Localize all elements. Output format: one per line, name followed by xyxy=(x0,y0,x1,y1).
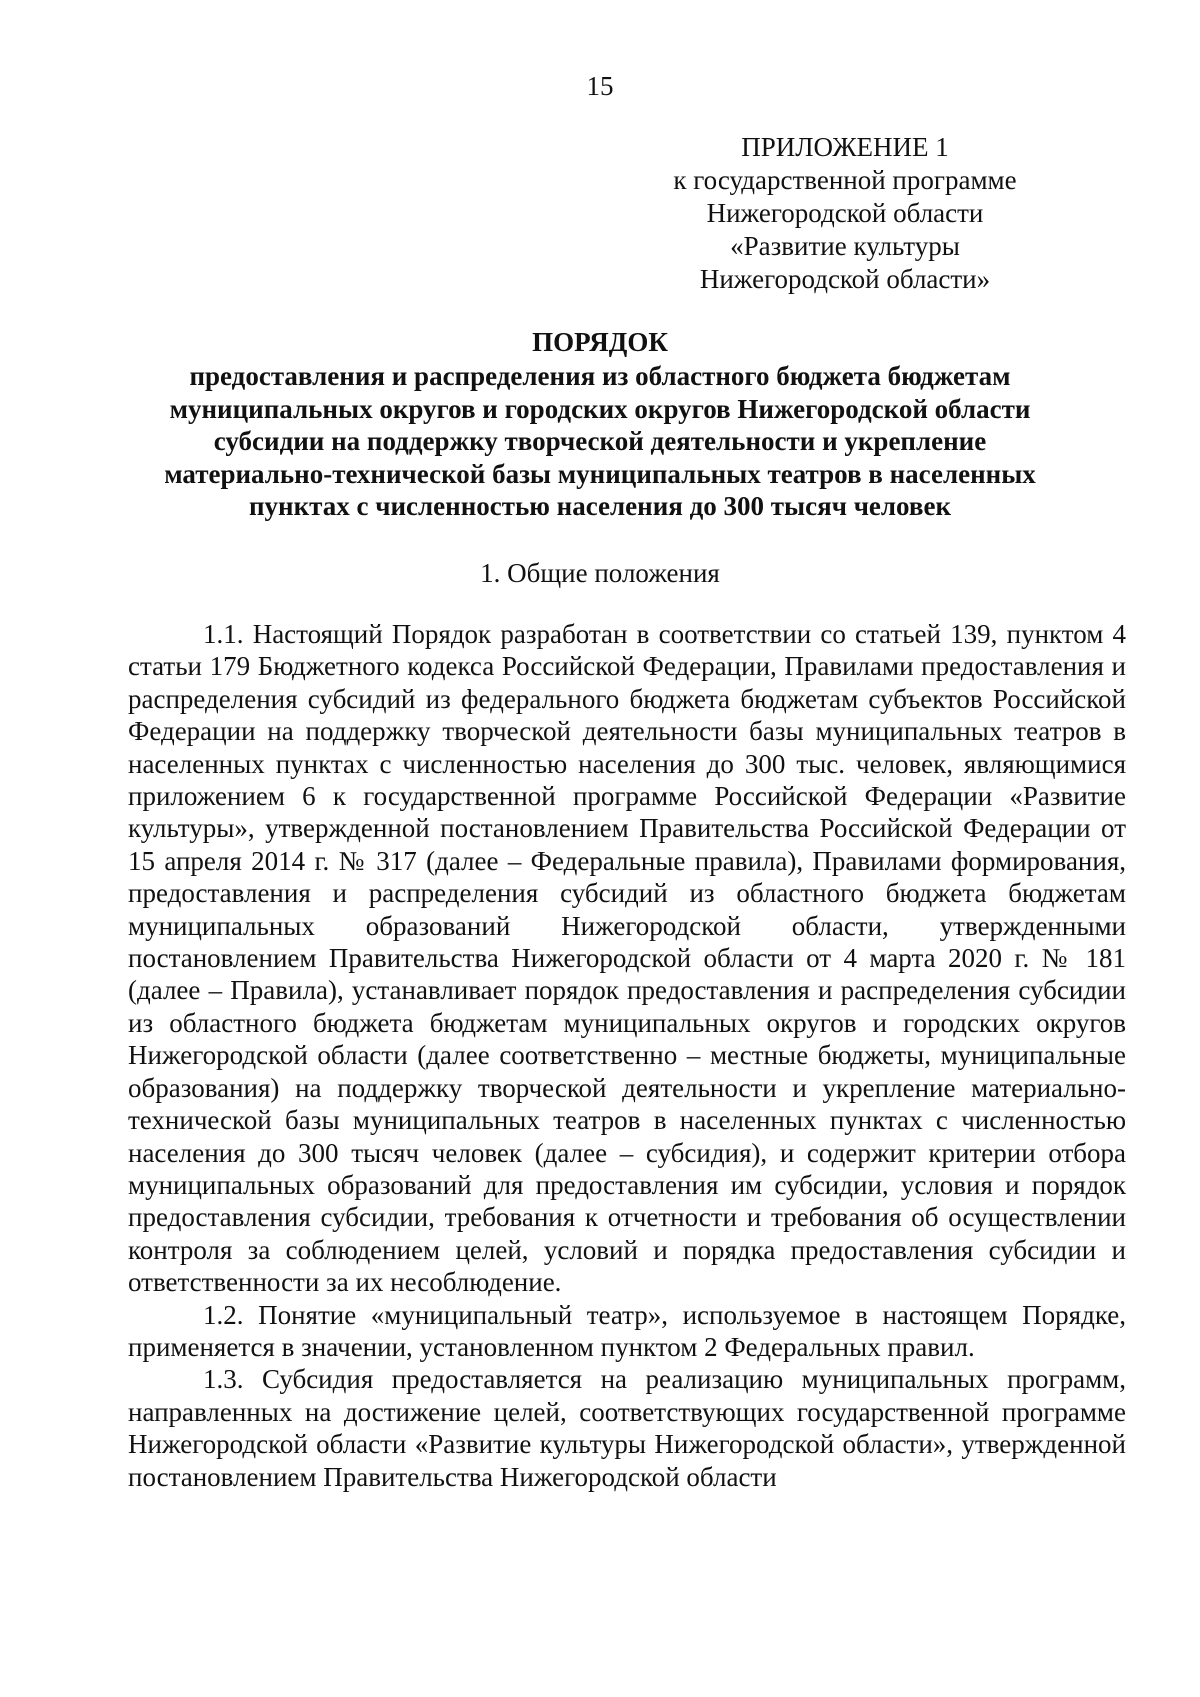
appendix-line: Нижегородской области» xyxy=(699,264,991,294)
appendix-line: ПРИЛОЖЕНИЕ 1 xyxy=(741,132,949,162)
subtitle-line: предоставления и распределения из областного бюджета бюджетам xyxy=(189,361,1011,391)
subtitle-line: материально-технической базы муниципальных театров в населенных xyxy=(164,458,1036,489)
document-title: ПОРЯДОК xyxy=(532,327,668,357)
subtitle-line: субсидии на поддержку творческой деятельности и укрепление xyxy=(213,426,987,456)
appendix-line: Нижегородской области xyxy=(706,198,984,228)
appendix-line: «Развитие культуры xyxy=(730,231,960,261)
subtitle-line: муниципальных округов и городских округов Нижегородской области xyxy=(169,393,1031,424)
subtitle-line: пунктах с численностью населения до 300 тысяч человек xyxy=(249,491,951,521)
paragraph-1-3: 1.3. Субсидия предоставляется на реализацию муниципальных программ, направленных на достижение целей, соответствующих государственной программе Нижегородской области «Развитие культуры Нижегородской области», утвержденной постановлением Правительства Нижегородской области xyxy=(128,1364,1126,1492)
body-text xyxy=(128,618,1126,1493)
section-heading: 1. Общие положения xyxy=(480,558,720,588)
document-subtitle xyxy=(140,360,1060,523)
paragraph-1-1: 1.1. Настоящий Порядок разработан в соответствии со статьей 139, пунктом 4 статьи 179 Бюджетного кодекса Российской Федерации, Правилами предоставления и распределения субсидий из федерального бюджета бюджетам субъектов Российской Федерации на поддержку творческой деятельности базы муниципальных театров в населенных пунктах с численностью населения до 300 тыс. человек, являющимися приложением 6 к государственной программе Российской Федерации «Развитие культуры», утвержденной постановлением Правительства Российской Федерации от 15 апреля 2014 г. № 317 (далее – Федеральные правила), Правилами формирования, предоставления и распределения субсидий из областного бюджета бюджетам муниципальных образований Нижегородской области, утвержденными постановлением Правительства Нижегородской области от 4 марта 2020 г. № 181 (далее – Правила), устанавливает порядок предоставления и распределения субсидии из областного бюджета бюджетам муниципальных округов и городских округов Нижегородской области (далее соответственно – местные бюджеты, муниципальные образования) на поддержку творческой деятельности и укрепление материально-технической базы муниципальных театров в населенных пунктах с численностью населения до 300 тысяч человек (далее – субсидия), и содержит критерии отбора муниципальных образований для предоставления им субсидии, условия и порядок предоставления субсидии, требования к отчетности и требования об осуществлении контроля за соблюдением целей, условий и порядка предоставления субсидии и ответственности за их несоблюдение. xyxy=(128,619,1126,1298)
page-number: 15 xyxy=(586,71,614,101)
appendix-block xyxy=(640,131,1050,296)
paragraph-1-2: 1.2. Понятие «муниципальный театр», используемое в настоящем Порядке, применяется в значении, установленном пунктом 2 Федеральных правил. xyxy=(128,1299,1126,1362)
appendix-line: к государственной программе xyxy=(673,165,1017,195)
